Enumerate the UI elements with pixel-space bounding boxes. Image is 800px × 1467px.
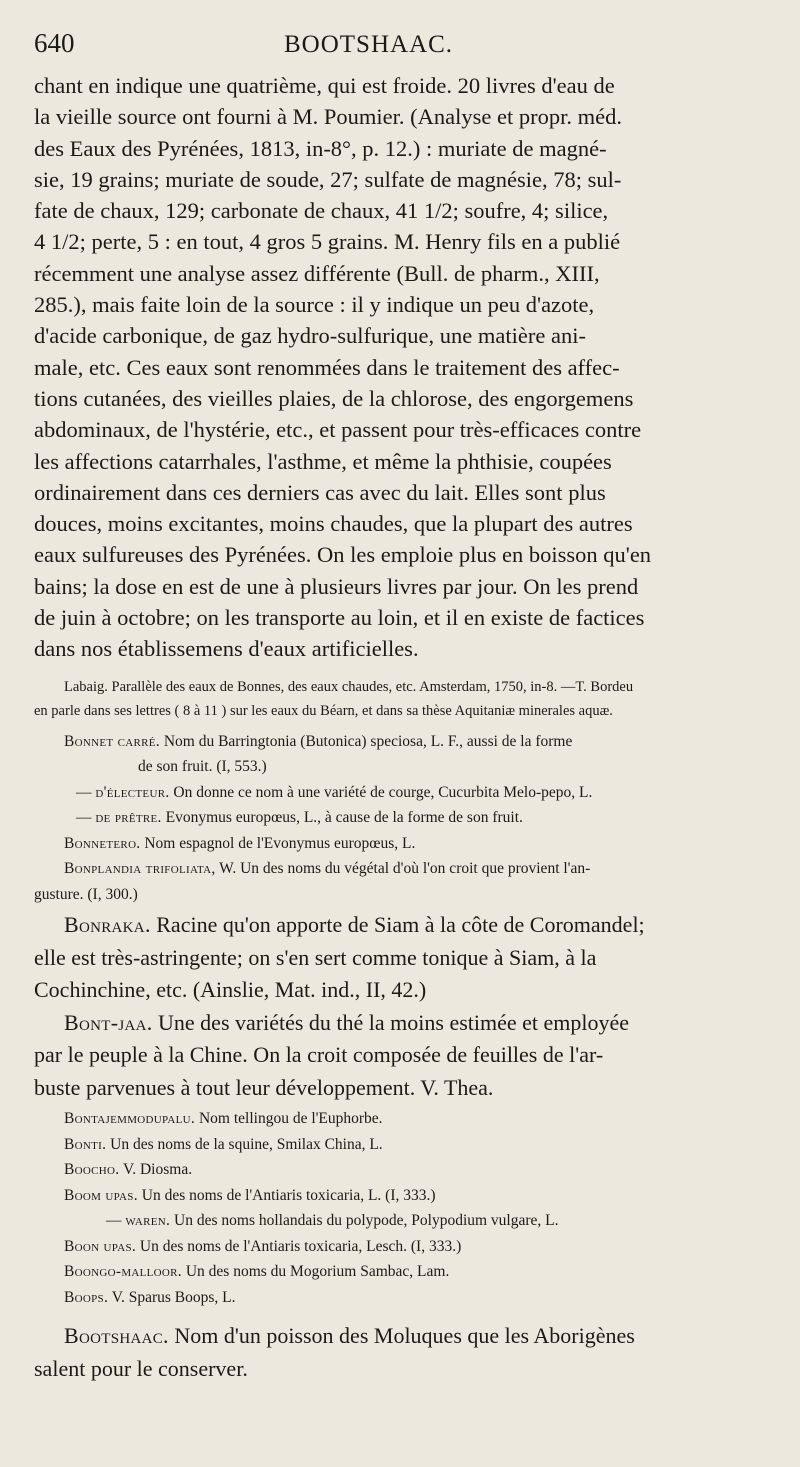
entries-small-block [34, 729, 762, 908]
text-line: 285.), mais faite loin de la source : il y indique un peu d'azote, [34, 292, 595, 318]
entry-text: Nom du Barringtonia (Butonica) speciosa, L. F., aussi de la forme [163, 732, 573, 750]
entry-continuation: par le peuple à la Chine. On la croit composée de feuilles de l'ar- [34, 1042, 604, 1068]
entry-dash: — [76, 783, 92, 801]
entry-continuation: gusture. (I, 300.) [34, 885, 138, 903]
entry-de-pretre [34, 805, 762, 831]
entry-continuation: salent pour le conserver. [34, 1355, 248, 1381]
entry-text: Un des noms hollandais du polypode, Polypodium vulgare, L. [174, 1212, 559, 1230]
entry-bont-jaa [34, 1007, 762, 1040]
entry-bonnet-carre [34, 729, 762, 755]
entry-text: Un des noms de la squine, Smilax China, L. [110, 1135, 383, 1153]
entry-headword: Bonnet carré. [64, 732, 160, 750]
entry-headword: Boom upas. [64, 1186, 138, 1204]
entries-small-block-2 [34, 1106, 762, 1310]
entry-text: Un des noms de l'Antiaris toxicaria, Lesch. (I, 333.) [139, 1237, 462, 1255]
entry-text: Un des noms de l'Antiaris toxicaria, L. (I, 333.) [141, 1186, 436, 1204]
entry-headword: Bonplandia trifoliata, [64, 860, 216, 878]
text-line: bains; la dose en est de une à plusieurs livres par jour. On les prend [34, 573, 639, 599]
entry-headword: Boon upas. [64, 1237, 137, 1255]
text-line: ordinairement dans ces derniers cas avec du lait. Elles sont plus [34, 479, 606, 505]
text-line: dans nos établissemens d'eaux artificielles. [34, 636, 419, 662]
entry-boops [34, 1285, 762, 1311]
text-line: des Eaux des Pyrénées, 1813, in-8°, p. 12.) : muriate de magné- [34, 135, 607, 161]
entry-text: Racine qu'on apporte de Siam à la côte de Coromandel; [156, 912, 645, 938]
entry-text: Un des noms du Mogorium Sambac, Lam. [185, 1263, 450, 1281]
main-paragraph [34, 70, 762, 665]
entry-boom-upas [34, 1183, 762, 1209]
entry-text: Evonymus europœus, L., à cause de la forme de son fruit. [165, 809, 523, 827]
entry-bontajemmodupalu [34, 1106, 762, 1132]
reference-line: en parle dans ses lettres ( 8 à 11 ) sur les eaux du Béarn, et dans sa thèse Aquitaniæ minerales aquæ. [34, 702, 613, 719]
entry-text: Nom espagnol de l'Evonymus europœus, L. [144, 834, 416, 852]
text-line: récemment une analyse assez différente (Bull. de pharm., XIII, [34, 260, 600, 286]
entries-medium-block-1 [34, 909, 762, 1104]
entry-text: On donne ce nom à une variété de courge, Cucurbita Melo-pepo, L. [173, 783, 593, 801]
text-line: douces, moins excitantes, moins chaudes, que la plupart des autres [34, 511, 633, 537]
text-line: eaux sulfureuses des Pyrénées. On les emploie plus en boisson qu'en [34, 542, 652, 568]
entry-headword: Boops. [64, 1288, 109, 1306]
entry-headword: Bonti. [64, 1135, 107, 1153]
running-title: BOOTSHAAC. [284, 31, 454, 58]
entry-text: W. Un des noms du végétal d'où l'on croit que provient l'an- [219, 860, 591, 878]
entry-headword: de prêtre. [95, 809, 162, 827]
entry-headword: Bonraka. [64, 912, 151, 938]
entry-headword: Bont-jaa. [64, 1009, 153, 1035]
entry-dash: — [106, 1212, 122, 1230]
text-line: male, etc. Ces eaux sont renommées dans le traitement des affec- [34, 354, 620, 380]
entry-boon-upas [34, 1234, 762, 1260]
entry-boocho [34, 1157, 762, 1183]
text-line: de juin à octobre; on les transporte au loin, et il en existe de factices [34, 605, 645, 631]
reference-line: Labaig. Parallèle des eaux de Bonnes, des eaux chaudes, etc. Amsterdam, 1750, in-8. —T. Bordeu [64, 678, 634, 695]
entry-headword: Bontajemmodupalu. [64, 1110, 196, 1128]
text-line: la vieille source ont fourni à M. Poumier. (Analyse et propr. méd. [34, 104, 622, 130]
text-line: fate de chaux, 129; carbonate de chaux, 41 1/2; soufre, 4; silice, [34, 198, 609, 224]
entry-bootshaac [34, 1320, 762, 1353]
page-number: 640 [34, 28, 75, 58]
entries-medium-block-2 [34, 1320, 762, 1385]
entry-bonplandia [34, 856, 762, 882]
entry-continuation: de son fruit. (I, 553.) [138, 758, 267, 776]
entry-text: Une des variétés du thé la moins estimée et employée [158, 1009, 630, 1035]
entry-text: V. Diosma. [123, 1161, 193, 1179]
text-line: sie, 19 grains; muriate de soude, 27; sulfate de magnésie, 78; sul- [34, 166, 622, 192]
entry-waren [34, 1208, 762, 1234]
entry-headword: waren. [125, 1212, 171, 1230]
entry-bonti [34, 1132, 762, 1158]
text-line: les affections catarrhales, l'asthme, et même la phthisie, coupées [34, 448, 612, 474]
entry-headword: Bootshaac. [64, 1323, 169, 1349]
entry-headword: d'électeur. [95, 783, 170, 801]
entry-delecteur [34, 780, 762, 806]
entry-text: Nom tellingou de l'Euphorbe. [198, 1110, 383, 1128]
entry-continuation: buste parvenues à tout leur développement. V. Thea. [34, 1074, 494, 1100]
entry-bonraka [34, 909, 762, 942]
text-line: d'acide carbonique, de gaz hydro-sulfurique, une matière ani- [34, 323, 586, 349]
bibliographic-reference [34, 675, 762, 723]
entry-continuation: elle est très-astringente; on s'en sert comme tonique à Siam, à la [34, 944, 597, 970]
running-head [34, 28, 762, 70]
entry-dash: — [76, 809, 92, 827]
text-line: 4 1/2; perte, 5 : en tout, 4 gros 5 grains. M. Henry fils en a publié [34, 229, 621, 255]
text-line: tions cutanées, des vieilles plaies, de la chlorose, des engorgemens [34, 385, 634, 411]
entry-headword: Boocho. [64, 1161, 120, 1179]
entry-headword: Bonnetero. [64, 834, 141, 852]
text-line: abdominaux, de l'hystérie, etc., et passent pour très-efficaces contre [34, 417, 642, 443]
text-line: chant en indique une quatrième, qui est froide. 20 livres d'eau de [34, 73, 615, 98]
entry-text: V. Sparus Boops, L. [111, 1288, 236, 1306]
entry-bonnetero [34, 831, 762, 857]
entry-continuation: Cochinchine, etc. (Ainslie, Mat. ind., II, 42.) [34, 977, 427, 1003]
entry-text: Nom d'un poisson des Moluques que les Aborigènes [174, 1323, 635, 1349]
entry-boongo-malloor [34, 1259, 762, 1285]
entry-headword: Boongo-malloor. [64, 1263, 182, 1281]
